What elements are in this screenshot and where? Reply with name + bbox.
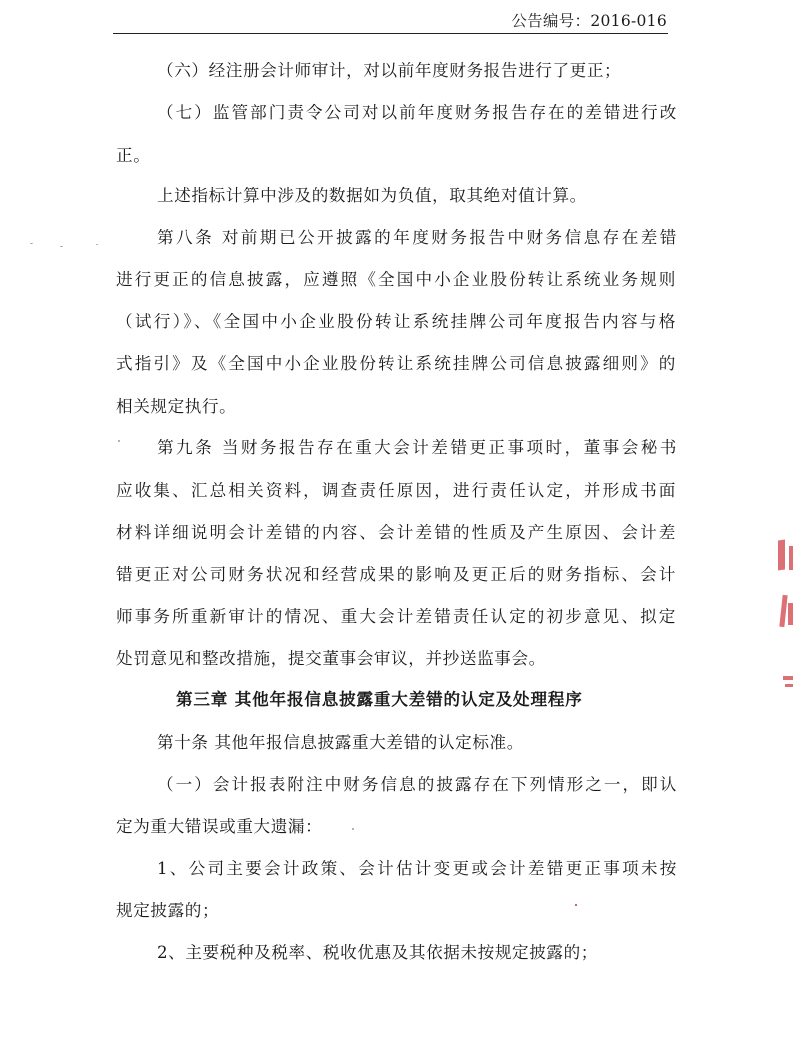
text-line: （六）经注册会计师审计，对以前年度财务报告进行了更正； — [157, 61, 622, 80]
text-line: 规定披露的； — [116, 901, 220, 920]
text-line: 师事务所重新审计的情况、重大会计差错责任认定的初步意见、拟定 — [116, 607, 676, 626]
header-rule — [113, 33, 668, 34]
text-line: 定为重大错误或重大遗漏： — [116, 817, 323, 836]
article-8-line: 第八条 对前期已公开披露的年度财务报告中财务信息存在差错 — [157, 228, 677, 247]
text-line: 2、主要税种及税率、税收优惠及其依据未按规定披露的； — [157, 943, 598, 962]
text-line: （试行）》、《全国中小企业股份转让系统挂牌公司年度报告内容与格 — [116, 312, 676, 331]
announcement-number: 公告编号：2016-016 — [511, 12, 667, 30]
text-line: 错更正对公司财务状况和经营成果的影响及更正后的财务指标、会计 — [116, 565, 676, 584]
text-line: （一）会计报表附注中财务信息的披露存在下列情形之一，即认 — [157, 775, 677, 794]
text-line: 1、公司主要会计政策、会计估计变更或会计差错更正事项未按 — [157, 859, 677, 878]
text-line: （七）监管部门责令公司对以前年度财务报告存在的差错进行改 — [157, 103, 677, 122]
text-line: 处罚意见和整改措施，提交董事会审议，并抄送监事会。 — [116, 649, 546, 668]
article-9-line: 第九条 当财务报告存在重大会计差错更正事项时，董事会秘书 — [157, 438, 677, 457]
text-line: 式指引》及《全国中小企业股份转让系统挂牌公司信息披露细则》的 — [116, 354, 676, 373]
article-10-line: 第十条 其他年报信息披露重大差错的认定标准。 — [157, 733, 524, 752]
text-line: 相关规定执行。 — [116, 397, 237, 416]
text-line: 上述指标计算中涉及的数据如为负值，取其绝对值计算。 — [157, 186, 587, 205]
chapter-3-heading: 第三章 其他年报信息披露重大差错的认定及处理程序 — [176, 690, 583, 709]
text-line: 应收集、汇总相关资料，调查责任原因，进行责任认定，并形成书面 — [116, 481, 676, 500]
text-line: 材料详细说明会计差错的内容、会计差错的性质及产生原因、会计差 — [116, 523, 676, 542]
text-line: 进行更正的信息披露，应遵照《全国中小企业股份转让系统业务规则 — [116, 270, 676, 289]
text-line: 正。 — [116, 146, 151, 165]
